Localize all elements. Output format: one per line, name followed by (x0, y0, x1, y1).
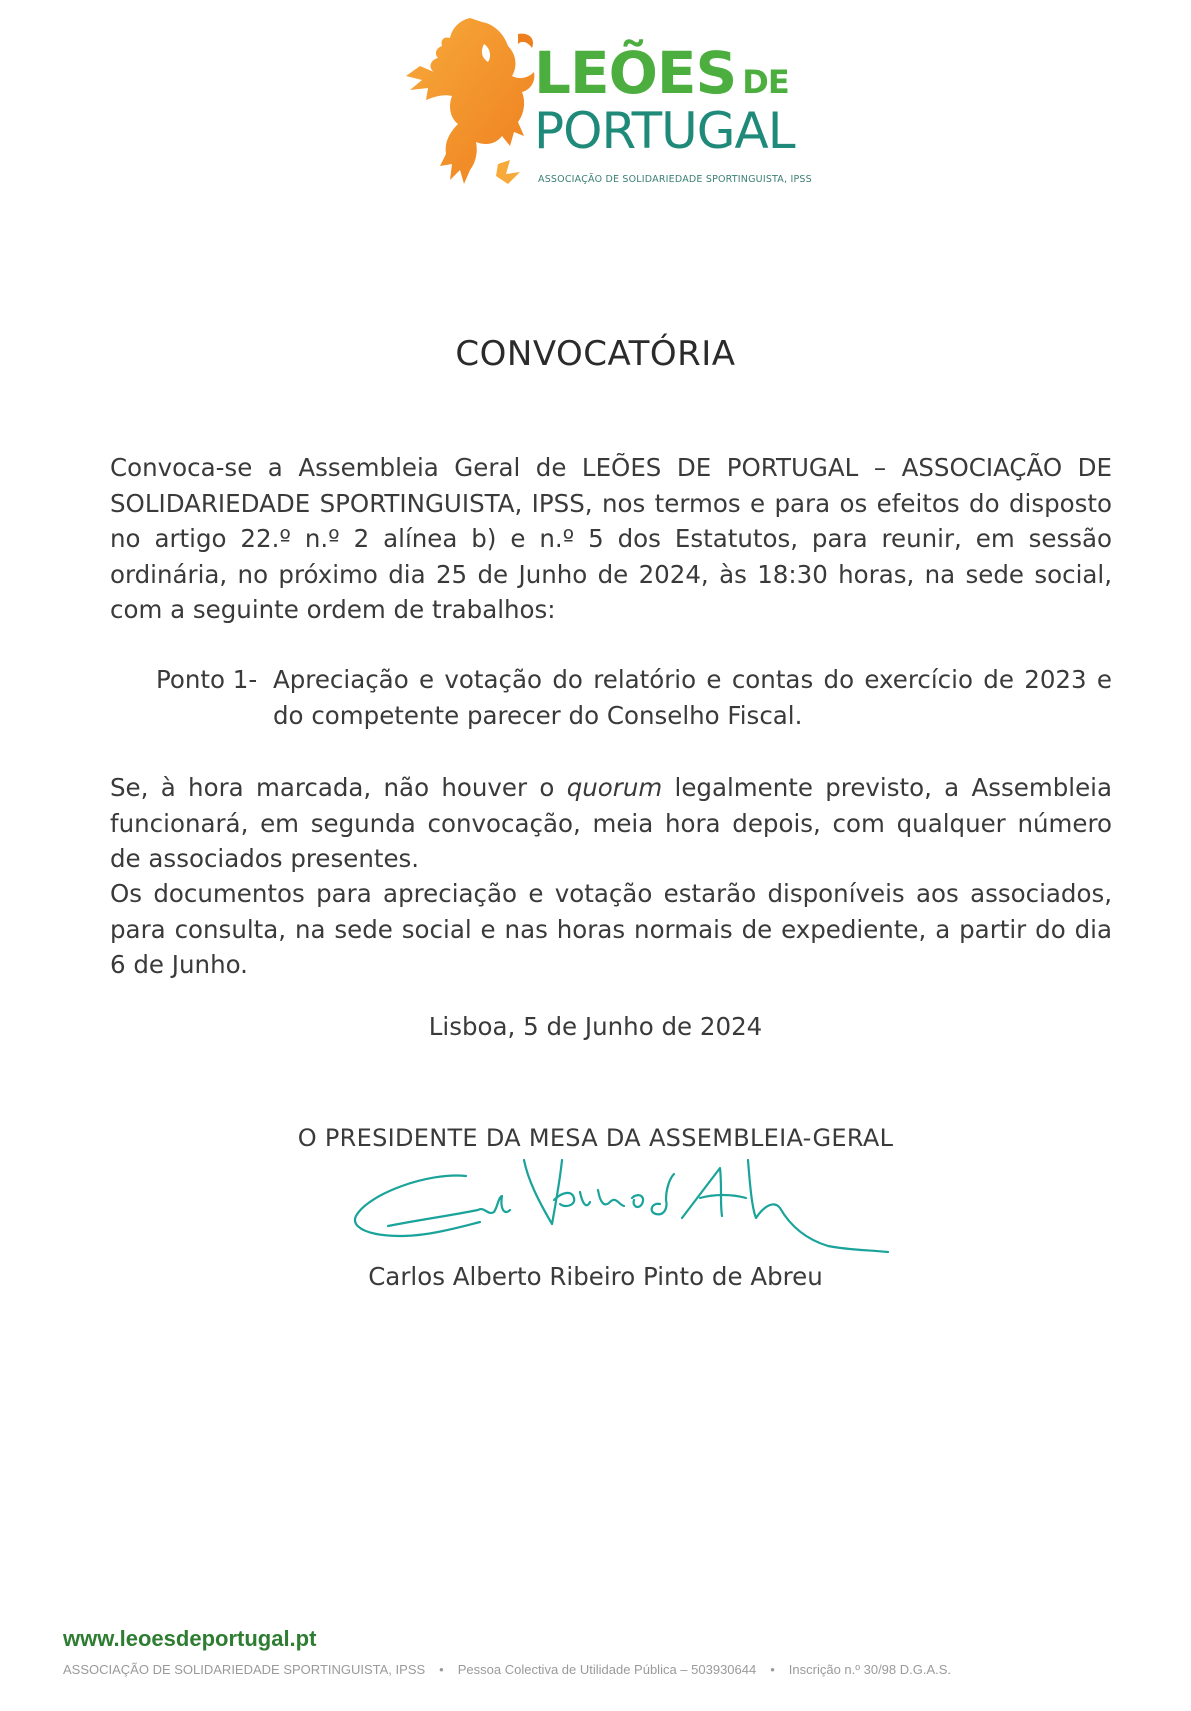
logo-wordmark-bottom: PORTUGAL (534, 102, 795, 160)
footer-legal-info (63, 1662, 951, 1677)
agenda-item-label: Ponto 1- (156, 665, 258, 694)
handwritten-signature (348, 1146, 918, 1276)
organization-logo (400, 14, 830, 194)
quorum-paragraph: Se, à hora marcada, não houver o quorum legalmente previsto, a Assembleia funcionará, em segunda convocação, meia hora depois, com qualquer número de associados presentes. (110, 773, 1112, 873)
footer-registration: Inscrição n.º 30/98 D.G.A.S. (788, 1662, 952, 1677)
footer-separator: • (770, 1662, 775, 1677)
place-and-date: Lisboa, 5 de Junho de 2024 (428, 1012, 763, 1041)
signer-name: Carlos Alberto Ribeiro Pinto de Abreu (368, 1262, 823, 1291)
president-title: O PRESIDENTE DA MESA DA ASSEMBLEIA-GERAL (297, 1124, 894, 1152)
quorum-term: quorum (566, 773, 663, 802)
website-link[interactable]: www.leoesdeportugal.pt (63, 1626, 317, 1651)
footer-org: ASSOCIAÇÃO DE SOLIDARIEDADE SPORTINGUISTA, IPSS (63, 1662, 426, 1677)
lion-rampant-icon (400, 14, 540, 192)
convocation-paragraph: Convoca-se a Assembleia Geral de LEÕES DE PORTUGAL – ASSOCIAÇÃO DE SOLIDARIEDADE SPORTINGUISTA, IPSS, nos termos e para os efeitos do disposto no artigo 22.º n.º 2 alínea b) e n.º 5 dos Estatutos, para reunir, em sessão ordinária, no próximo dia 25 de Junho de 2024, às 18:30 horas, na sede social, com a seguinte ordem de trabalhos: (110, 453, 1112, 624)
agenda-item-text: Apreciação e votação do relatório e contas do exercício de 2023 e do competente parecer do Conselho Fiscal. (273, 665, 1112, 730)
documents-paragraph: Os documentos para apreciação e votação estarão disponíveis aos associados, para consulta, na sede social e nas horas normais de expediente, a partir do dia 6 de Junho. (110, 879, 1112, 979)
document-title: CONVOCATÓRIA (455, 334, 736, 374)
logo-subtitle: ASSOCIAÇÃO DE SOLIDARIEDADE SPORTINGUISTA, IPSS (538, 174, 812, 185)
footer-separator: • (439, 1662, 444, 1677)
footer-status: Pessoa Colectiva de Utilidade Pública – 503930644 (457, 1662, 757, 1677)
logo-wordmark-top: LEÕES DE (534, 39, 789, 107)
